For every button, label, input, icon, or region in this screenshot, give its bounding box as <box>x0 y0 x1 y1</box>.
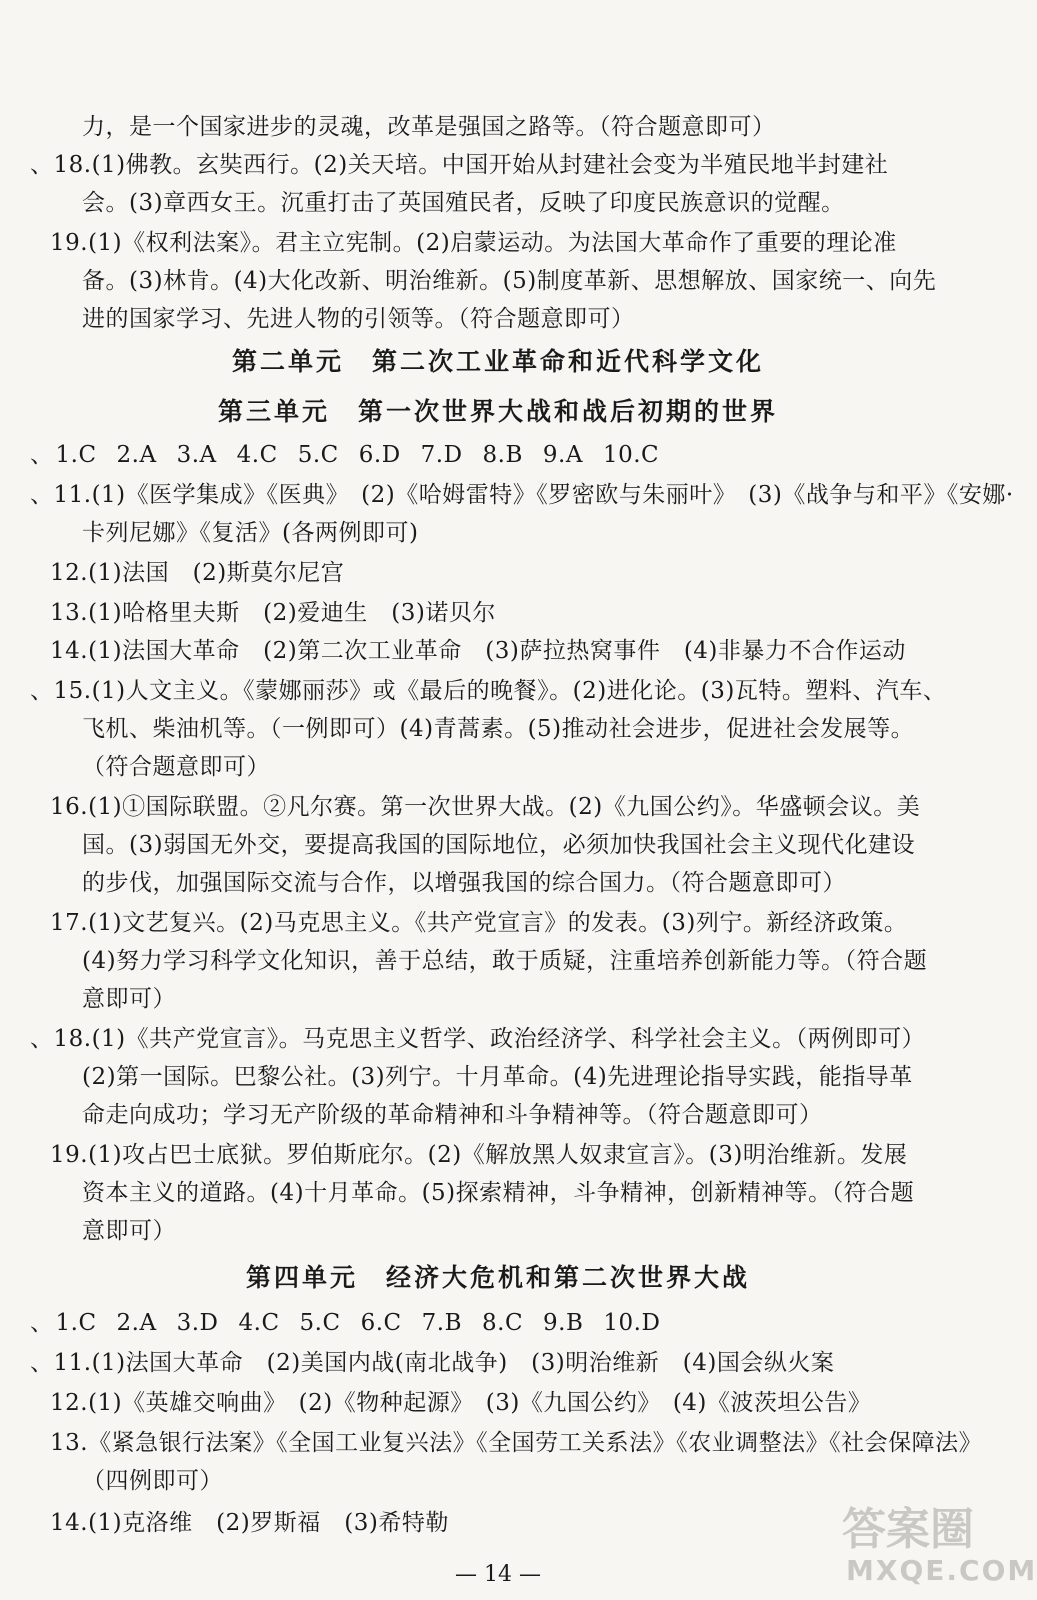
choice-answer: 1.C <box>55 442 97 468</box>
text-line: 会。(3)章西女王。沉重打击了英国殖民者，反映了印度民族意识的觉醒。 <box>82 190 845 216</box>
watermark-logo <box>842 1504 1037 1589</box>
choice-answer: 4.C <box>238 1310 280 1336</box>
unit3-heading: 第三单元 第一次世界大战和战后初期的世界 <box>217 397 778 426</box>
text-line: 、18.(1)《共产党宣言》。马克思主义哲学、政治经济学、科学社会主义。（两例即可） <box>30 1026 926 1052</box>
choice-answer: 9.B <box>543 1310 584 1336</box>
text-line: 14.(1)克洛维 (2)罗斯福 (3)希特勒 <box>50 1510 449 1536</box>
choice-answer: 2.A <box>116 442 157 468</box>
text-line: 、11.(1)法国大革命 (2)美国内战(南北战争) (3)明治维新 (4)国会纵火案 <box>30 1350 835 1376</box>
text-line: 、11.(1)《医学集成》《医典》 (2)《哈姆雷特》《罗密欧与朱丽叶》 (3)《战争与和平》《安娜· <box>30 482 1014 508</box>
text-line: 13.(1)哈格里夫斯 (2)爱迪生 (3)诺贝尔 <box>50 600 496 626</box>
unit3-choice-answers <box>30 440 982 470</box>
text-line: 12.(1)法国 (2)斯莫尔尼宫 <box>50 560 345 586</box>
unit4-choice-answers <box>30 1308 982 1338</box>
choice-answer: 10.C <box>602 442 660 468</box>
text-line: 力，是一个国家进步的灵魂，改革是强国之路等。（符合题意即可） <box>82 114 776 140</box>
choice-answer: 10.D <box>603 1310 661 1336</box>
choice-answer: 1.C <box>55 1310 97 1336</box>
text-line: 13.《紧急银行法案》《全国工业复兴法》《全国劳工关系法》《农业调整法》《社会保障法》 <box>50 1430 983 1456</box>
choice-answer: 5.C <box>297 442 339 468</box>
text-line: (2)第一国际。巴黎公社。(3)列宁。十月革命。(4)先进理论指导实践，能指导革 <box>82 1064 913 1090</box>
choice-answer: 5.C <box>299 1310 341 1336</box>
choice-answer: 7.B <box>421 1310 462 1336</box>
unit2-heading: 第二单元 第二次工业革命和近代科学文化 <box>231 347 764 376</box>
text-line: 12.(1)《英雄交响曲》 (2)《物种起源》 (3)《九国公约》 (4)《波茨坦公告》 <box>50 1390 872 1416</box>
choice-answer: 8.C <box>482 1310 524 1336</box>
text-line: （四例即可） <box>82 1468 223 1494</box>
text-line: 19.(1)攻占巴士底狱。罗伯斯庇尔。(2)《解放黑人奴隶宣言》。(3)明治维新。发展 <box>50 1142 908 1168</box>
choice-answer: 3.D <box>176 1310 219 1336</box>
text-line: 卡列尼娜》《复活》(各两例即可) <box>82 520 419 546</box>
text-line: 17.(1)文艺复兴。(2)马克思主义。《共产党宣言》的发表。(3)列宁。新经济政策。 <box>50 910 908 936</box>
choice-prefix: 、 <box>30 1310 54 1336</box>
text-line: 19.(1)《权利法案》。君主立宪制。(2)启蒙运动。为法国大革命作了重要的理论准 <box>50 230 897 256</box>
choice-answer: 6.D <box>358 442 401 468</box>
choice-answer: 9.A <box>542 442 583 468</box>
choice-answer: 6.C <box>360 1310 402 1336</box>
text-line: 意即可） <box>82 1218 176 1244</box>
choice-answer: 3.A <box>176 442 217 468</box>
page-number: — 14 — <box>455 1562 541 1587</box>
text-line: 意即可） <box>82 986 176 1012</box>
text-line: 备。(3)林肯。(4)大化改新、明治维新。(5)制度革新、思想解放、国家统一、向先 <box>82 268 937 294</box>
unit4-heading: 第四单元 经济大危机和第二次世界大战 <box>245 1263 750 1292</box>
text-line: 14.(1)法国大革命 (2)第二次工业革命 (3)萨拉热窝事件 (4)非暴力不合作运动 <box>50 638 906 664</box>
text-line: 、15.(1)人文主义。《蒙娜丽莎》或《最后的晚餐》。(2)进化论。(3)瓦特。塑料、汽车、 <box>30 678 947 704</box>
text-line: 资本主义的道路。(4)十月革命。(5)探索精神，斗争精神，创新精神等。（符合题 <box>82 1180 915 1206</box>
text-line: 飞机、柴油机等。（一例即可）(4)青蒿素。(5)推动社会进步，促进社会发展等。 <box>82 716 915 742</box>
choice-answer: 8.B <box>482 442 523 468</box>
text-line: 、18.(1)佛教。玄奘西行。(2)关天培。中国开始从封建社会变为半殖民地半封建社 <box>30 152 889 178</box>
text-line: 进的国家学习、先进人物的引领等。（符合题意即可） <box>82 306 635 332</box>
text-line: 16.(1)①国际联盟。②凡尔赛。第一次世界大战。(2)《九国公约》。华盛顿会议。美 <box>50 794 921 820</box>
choice-answer: 4.C <box>236 442 278 468</box>
text-line: (4)努力学习科学文化知识，善于总结，敢于质疑，注重培养创新能力等。（符合题 <box>82 948 928 974</box>
choice-answer: 7.D <box>420 442 463 468</box>
text-line: （符合题意即可） <box>82 754 270 780</box>
choice-prefix: 、 <box>30 442 54 468</box>
text-line: 命走向成功；学习无产阶级的革命精神和斗争精神等。（符合题意即可） <box>82 1102 823 1128</box>
watermark-text-cn: 答案圈 <box>842 1504 974 1555</box>
text-line: 的步伐，加强国际交流与合作，以增强我国的综合国力。（符合题意即可） <box>82 870 846 896</box>
watermark-text-en: MXQE.COM <box>846 1554 1037 1587</box>
text-line: 国。(3)弱国无外交，要提高我国的国际地位，必须加快我国社会主义现代化建设 <box>82 832 916 858</box>
choice-answer: 2.A <box>116 1310 157 1336</box>
